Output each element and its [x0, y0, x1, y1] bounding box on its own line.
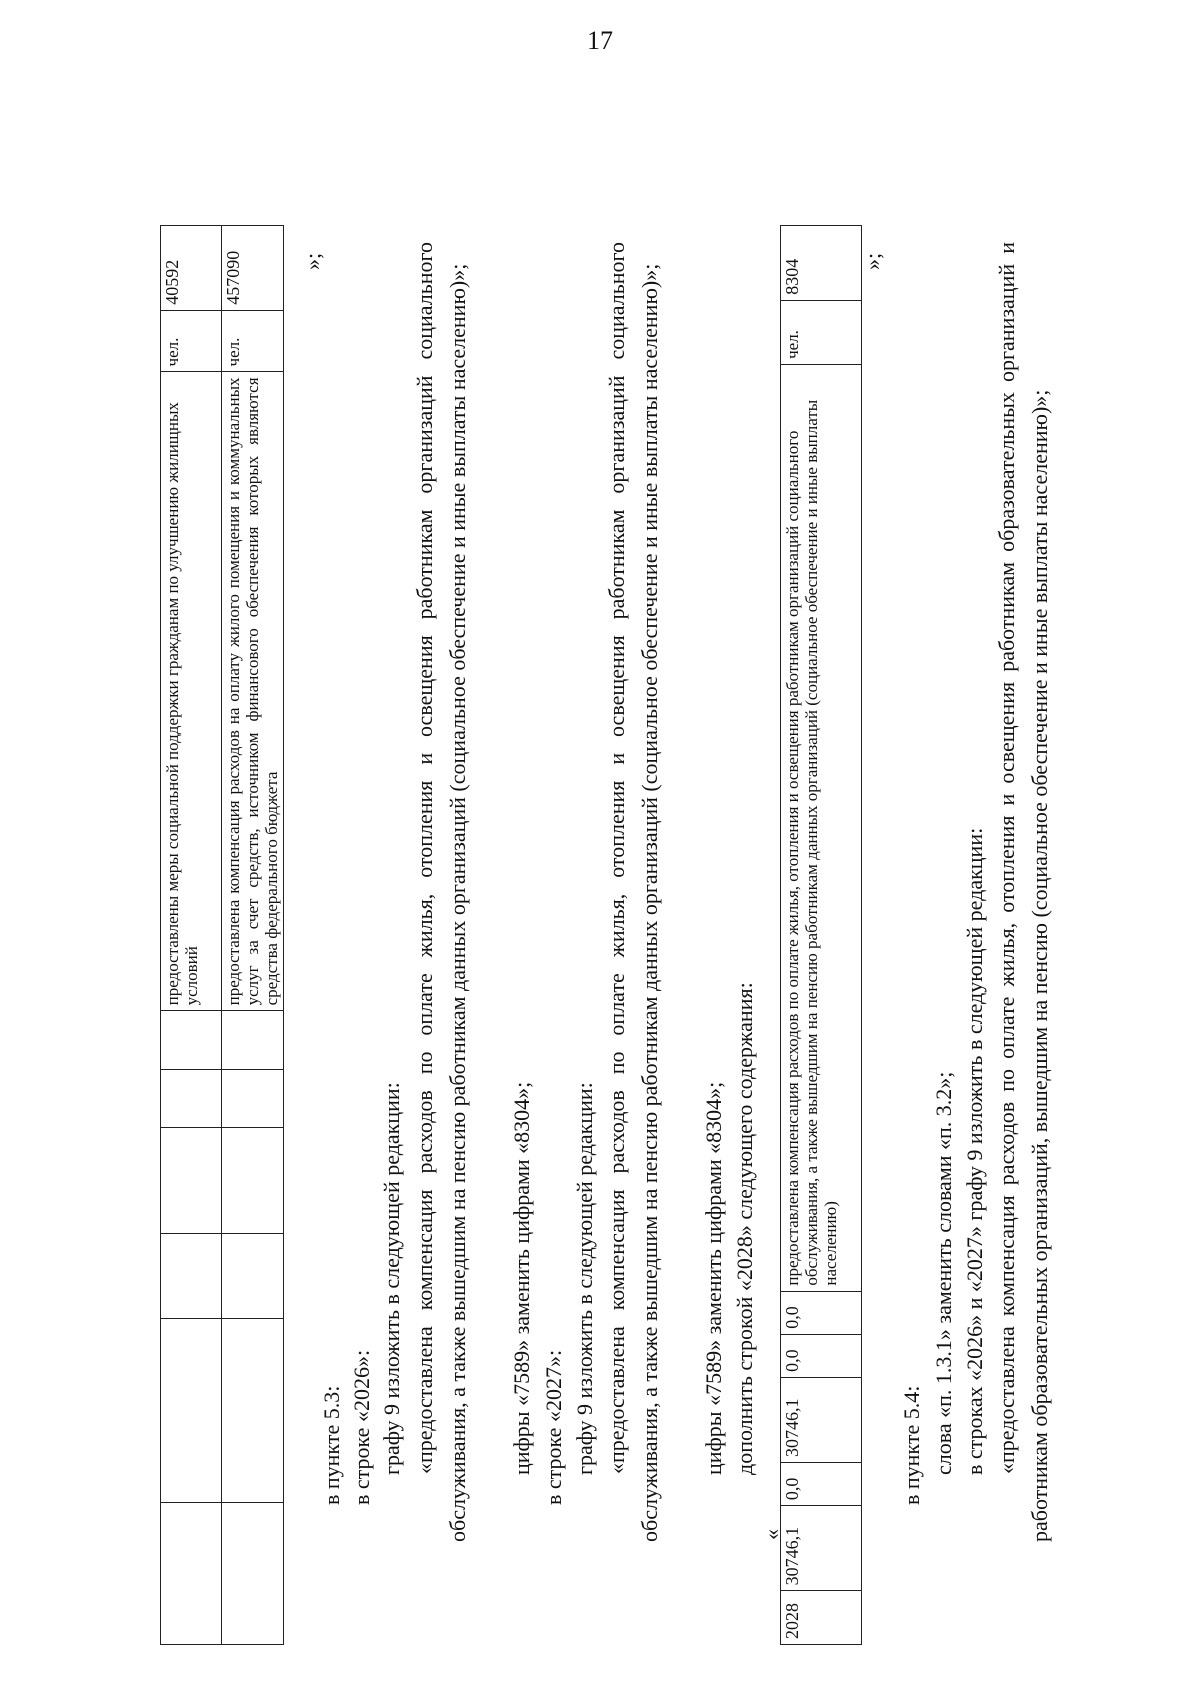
text-line: графу 9 изложить в следующей редакции: [572, 1082, 597, 1475]
text-line: в строке «2026»: [349, 1349, 374, 1505]
table-new-row [780, 225, 862, 1645]
table-cell-empty [161, 1069, 222, 1128]
table-cell-value: 0,0 [781, 1463, 862, 1506]
table-cell-empty [161, 1234, 222, 1319]
text-line: цифры «7589» заменить цифрами «8304»; [509, 1081, 534, 1475]
table-cell-unit: чел. [161, 310, 222, 372]
open-quote: « [759, 1529, 784, 1540]
quote-paragraph: «предоставлена компенсация расходов по оплате жилья, отопления и освещения работникам организаций социального обслуживания, а также вышедшим на пенсию работникам данных организаций (социальное обеспечение и иные выплаты населению)»; [412, 242, 470, 1542]
table-cell-empty [161, 1011, 222, 1070]
table-cell-value: 30746,1 [781, 1506, 862, 1591]
text-line: дополнить строкой «2028» следующего содержания: [732, 982, 757, 1475]
table-cell-value: 30746,1 [781, 1377, 862, 1462]
table-cell-value: 457090 [222, 226, 284, 311]
table-cell-unit: чел. [222, 310, 284, 372]
text-line: цифры «7589» заменить цифрами «8304»; [701, 1081, 726, 1475]
table-row [161, 226, 222, 1645]
table-cell-value: 0,0 [781, 1334, 862, 1377]
closing-quote: »; [300, 252, 325, 270]
closing-quote: »; [860, 252, 885, 270]
table-cell-unit: чел. [781, 300, 862, 364]
table-cell-empty [222, 1318, 284, 1502]
table-cell-empty [222, 1502, 284, 1644]
table-cell-empty [161, 1502, 222, 1644]
rotated-content [140, 230, 1200, 1650]
text-line: слова «п. 1.3.1» заменить словами «п. 3.2»; [931, 1071, 956, 1475]
quote-paragraph: «предоставлена компенсация расходов по оплате жилья, отопления и освещения работникам образовательных организаций и работникам образовательных организаций, вышедшим на пенсию (социальное обеспечение и иные выплаты населению)»; [994, 242, 1052, 1542]
text-line: графу 9 изложить в следующей редакции: [379, 1082, 404, 1475]
table-cell-value: 8304 [781, 226, 862, 301]
table-cell-empty [161, 1318, 222, 1502]
table-cell-empty [161, 1128, 222, 1234]
table-cell-value: 40592 [161, 226, 222, 311]
table-cell-empty [222, 1128, 284, 1234]
table-cell-value: 0,0 [781, 1291, 862, 1334]
section-heading: в пункте 5.4: [899, 1385, 924, 1505]
table-cell-text: предоставлены меры социальной поддержки гражданам по улучшению жилищных условий [161, 372, 222, 1011]
table-cell-text: предоставлена компенсация расходов на оплату жилого помещения и коммунальных услуг за счет средств, источником финансового обеспечения которых являются средства федерального бюджета [222, 372, 284, 1011]
table-cell-year: 2028 [781, 1591, 862, 1645]
table-cell-text: предоставлена компенсация расходов по оплате жилья, отопления и освещения работникам организаций социального обслуживания, а также вышедшим на пенсию работникам данных организаций (социальное обеспечение и иные выплаты населению) [781, 364, 862, 1291]
page-number: 17 [587, 26, 613, 55]
table-row [222, 226, 284, 1645]
table-continuation [160, 225, 284, 1645]
text-line: в строках «2026» и «2027» графу 9 изложить в следующей редакции: [962, 827, 987, 1475]
table-cell-empty [222, 1234, 284, 1319]
table-row [781, 226, 862, 1645]
section-heading: в пункте 5.3: [319, 1385, 344, 1505]
table-cell-empty [222, 1069, 284, 1128]
quote-paragraph: «предоставлена компенсация расходов по оплате жилья, отопления и освещения работникам организаций социального обслуживания, а также вышедшим на пенсию работникам данных организаций (социальное обеспечение и иные выплаты населению)»; [604, 242, 662, 1542]
text-line: в строке «2027»: [541, 1349, 566, 1505]
table-cell-empty [222, 1011, 284, 1070]
